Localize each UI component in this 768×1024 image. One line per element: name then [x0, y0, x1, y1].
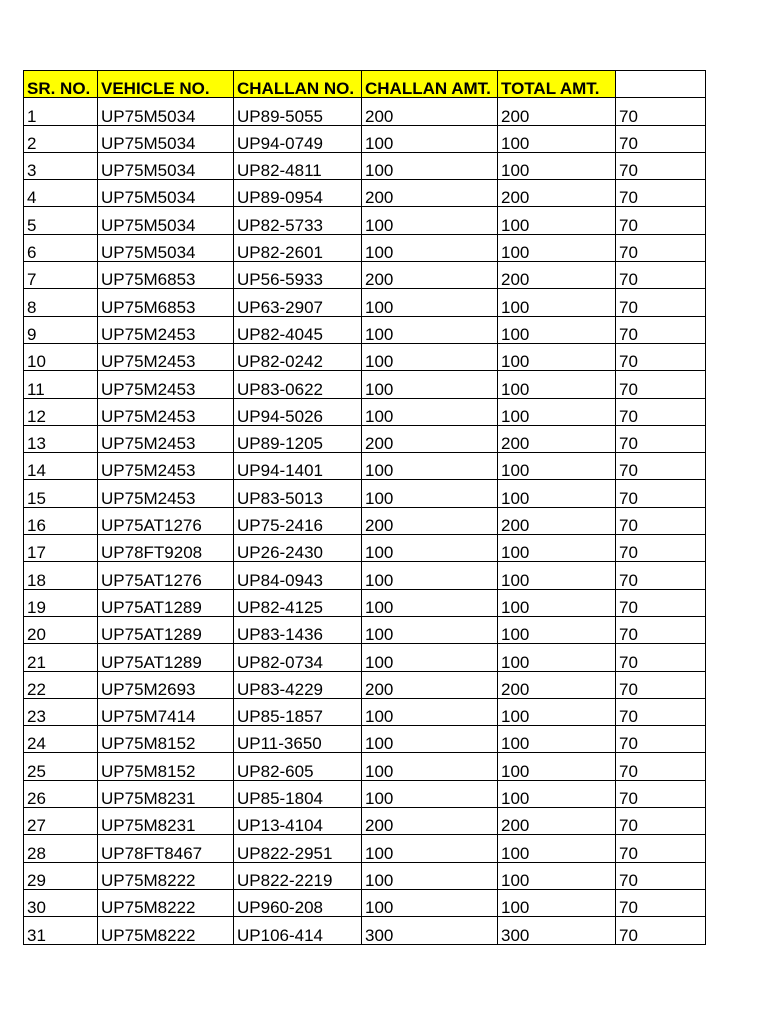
cell-sr-no: 18 [24, 562, 98, 589]
table-row [24, 207, 706, 234]
table-row [24, 262, 706, 289]
cell-vehicle-no: UP75AT1276 [98, 507, 234, 534]
cell-challan-no: UP83-1436 [234, 616, 362, 643]
cell-challan-no: UP82-4125 [234, 589, 362, 616]
table-row [24, 862, 706, 889]
cell-total-amt: 100 [498, 207, 616, 234]
cell-challan-amt: 100 [362, 616, 498, 643]
table-row [24, 234, 706, 261]
table-row [24, 726, 706, 753]
cell-extra: 70 [616, 453, 706, 480]
cell-challan-amt: 100 [362, 234, 498, 261]
table-row [24, 125, 706, 152]
cell-challan-no: UP82-0734 [234, 644, 362, 671]
cell-challan-no: UP85-1804 [234, 780, 362, 807]
table-row [24, 316, 706, 343]
cell-vehicle-no: UP75M8222 [98, 917, 234, 944]
cell-challan-amt: 100 [362, 371, 498, 398]
cell-sr-no: 7 [24, 262, 98, 289]
cell-vehicle-no: UP75M2453 [98, 371, 234, 398]
cell-challan-amt: 100 [362, 753, 498, 780]
cell-extra: 70 [616, 507, 706, 534]
table-row [24, 480, 706, 507]
cell-sr-no: 27 [24, 808, 98, 835]
cell-sr-no: 17 [24, 535, 98, 562]
cell-sr-no: 15 [24, 480, 98, 507]
cell-extra: 70 [616, 371, 706, 398]
table-body [24, 98, 706, 944]
cell-total-amt: 100 [498, 726, 616, 753]
cell-extra: 70 [616, 262, 706, 289]
table-row [24, 398, 706, 425]
cell-challan-amt: 100 [362, 343, 498, 370]
cell-sr-no: 2 [24, 125, 98, 152]
cell-vehicle-no: UP75M2453 [98, 398, 234, 425]
cell-challan-no: UP82-0242 [234, 343, 362, 370]
table-row [24, 753, 706, 780]
cell-vehicle-no: UP75M8222 [98, 889, 234, 916]
cell-total-amt: 300 [498, 917, 616, 944]
cell-vehicle-no: UP75M5034 [98, 234, 234, 261]
cell-challan-amt: 200 [362, 180, 498, 207]
table-row [24, 98, 706, 125]
cell-vehicle-no: UP75M5034 [98, 98, 234, 125]
cell-total-amt: 100 [498, 125, 616, 152]
cell-total-amt: 100 [498, 371, 616, 398]
cell-vehicle-no: UP75M8231 [98, 808, 234, 835]
cell-extra: 70 [616, 480, 706, 507]
cell-challan-no: UP84-0943 [234, 562, 362, 589]
cell-extra: 70 [616, 316, 706, 343]
table-row [24, 780, 706, 807]
cell-total-amt: 100 [498, 316, 616, 343]
cell-vehicle-no: UP75M2453 [98, 316, 234, 343]
table-row [24, 616, 706, 643]
table-row [24, 180, 706, 207]
cell-challan-no: UP82-2601 [234, 234, 362, 261]
table-row [24, 589, 706, 616]
cell-challan-amt: 100 [362, 862, 498, 889]
cell-challan-amt: 300 [362, 917, 498, 944]
cell-challan-no: UP83-0622 [234, 371, 362, 398]
cell-sr-no: 24 [24, 726, 98, 753]
cell-challan-no: UP822-2219 [234, 862, 362, 889]
cell-vehicle-no: UP78FT8467 [98, 835, 234, 862]
cell-challan-no: UP85-1857 [234, 698, 362, 725]
header-vehicle-no: VEHICLE NO. [98, 71, 234, 98]
cell-challan-amt: 100 [362, 698, 498, 725]
cell-challan-amt: 100 [362, 289, 498, 316]
cell-extra: 70 [616, 698, 706, 725]
cell-challan-amt: 100 [362, 562, 498, 589]
cell-sr-no: 4 [24, 180, 98, 207]
cell-sr-no: 20 [24, 616, 98, 643]
cell-extra: 70 [616, 425, 706, 452]
cell-challan-no: UP89-1205 [234, 425, 362, 452]
cell-challan-no: UP960-208 [234, 889, 362, 916]
cell-challan-amt: 100 [362, 480, 498, 507]
cell-challan-no: UP63-2907 [234, 289, 362, 316]
table-row [24, 835, 706, 862]
cell-vehicle-no: UP75M5034 [98, 180, 234, 207]
cell-total-amt: 100 [498, 343, 616, 370]
cell-vehicle-no: UP75AT1289 [98, 644, 234, 671]
cell-extra: 70 [616, 889, 706, 916]
cell-extra: 70 [616, 917, 706, 944]
cell-total-amt: 100 [498, 289, 616, 316]
cell-vehicle-no: UP75M5034 [98, 125, 234, 152]
cell-challan-no: UP82-605 [234, 753, 362, 780]
cell-total-amt: 100 [498, 889, 616, 916]
cell-vehicle-no: UP75M8152 [98, 726, 234, 753]
cell-vehicle-no: UP75M8152 [98, 753, 234, 780]
cell-total-amt: 200 [498, 808, 616, 835]
cell-extra: 70 [616, 616, 706, 643]
cell-challan-no: UP56-5933 [234, 262, 362, 289]
cell-total-amt: 100 [498, 453, 616, 480]
cell-extra: 70 [616, 98, 706, 125]
table-row [24, 562, 706, 589]
cell-vehicle-no: UP75AT1276 [98, 562, 234, 589]
cell-sr-no: 21 [24, 644, 98, 671]
cell-challan-no: UP106-414 [234, 917, 362, 944]
cell-sr-no: 16 [24, 507, 98, 534]
table-row [24, 808, 706, 835]
cell-extra: 70 [616, 535, 706, 562]
cell-extra: 70 [616, 780, 706, 807]
cell-extra: 70 [616, 589, 706, 616]
cell-total-amt: 100 [498, 152, 616, 179]
cell-extra: 70 [616, 343, 706, 370]
table-row [24, 507, 706, 534]
cell-vehicle-no: UP75M5034 [98, 152, 234, 179]
cell-extra: 70 [616, 180, 706, 207]
header-challan-no: CHALLAN NO. [234, 71, 362, 98]
cell-extra: 70 [616, 289, 706, 316]
cell-challan-amt: 100 [362, 889, 498, 916]
cell-total-amt: 100 [498, 535, 616, 562]
header-row [24, 71, 706, 98]
cell-total-amt: 100 [498, 753, 616, 780]
cell-extra: 70 [616, 671, 706, 698]
table-row [24, 671, 706, 698]
cell-challan-amt: 200 [362, 262, 498, 289]
cell-total-amt: 100 [498, 698, 616, 725]
cell-sr-no: 5 [24, 207, 98, 234]
cell-sr-no: 22 [24, 671, 98, 698]
table-row [24, 371, 706, 398]
cell-sr-no: 23 [24, 698, 98, 725]
cell-total-amt: 100 [498, 780, 616, 807]
cell-sr-no: 28 [24, 835, 98, 862]
cell-sr-no: 13 [24, 425, 98, 452]
table-row [24, 889, 706, 916]
cell-challan-amt: 100 [362, 316, 498, 343]
table-row [24, 698, 706, 725]
cell-vehicle-no: UP75M8222 [98, 862, 234, 889]
cell-vehicle-no: UP75M7414 [98, 698, 234, 725]
cell-vehicle-no: UP75M6853 [98, 289, 234, 316]
cell-vehicle-no: UP75M2453 [98, 343, 234, 370]
cell-sr-no: 1 [24, 98, 98, 125]
cell-challan-no: UP13-4104 [234, 808, 362, 835]
table-row [24, 425, 706, 452]
cell-challan-amt: 200 [362, 671, 498, 698]
header-blank [616, 71, 706, 98]
cell-challan-no: UP94-1401 [234, 453, 362, 480]
cell-total-amt: 200 [498, 671, 616, 698]
cell-challan-amt: 100 [362, 398, 498, 425]
cell-sr-no: 30 [24, 889, 98, 916]
cell-challan-no: UP75-2416 [234, 507, 362, 534]
header-challan-amt: CHALLAN AMT. [362, 71, 498, 98]
cell-total-amt: 200 [498, 98, 616, 125]
cell-challan-amt: 100 [362, 726, 498, 753]
cell-sr-no: 19 [24, 589, 98, 616]
header-total-amt: TOTAL AMT. [498, 71, 616, 98]
cell-challan-no: UP82-5733 [234, 207, 362, 234]
cell-extra: 70 [616, 726, 706, 753]
cell-challan-no: UP83-5013 [234, 480, 362, 507]
cell-challan-no: UP89-0954 [234, 180, 362, 207]
cell-total-amt: 100 [498, 589, 616, 616]
cell-challan-amt: 200 [362, 507, 498, 534]
cell-total-amt: 200 [498, 262, 616, 289]
cell-vehicle-no: UP75M2453 [98, 425, 234, 452]
cell-extra: 70 [616, 398, 706, 425]
cell-extra: 70 [616, 644, 706, 671]
cell-vehicle-no: UP75M6853 [98, 262, 234, 289]
cell-total-amt: 100 [498, 644, 616, 671]
table-header [24, 71, 706, 98]
table-row [24, 289, 706, 316]
cell-sr-no: 9 [24, 316, 98, 343]
cell-total-amt: 100 [498, 234, 616, 261]
header-sr-no: SR. NO. [24, 71, 98, 98]
challan-table [23, 70, 706, 945]
cell-challan-amt: 100 [362, 152, 498, 179]
cell-challan-no: UP89-5055 [234, 98, 362, 125]
cell-challan-no: UP822-2951 [234, 835, 362, 862]
table-row [24, 453, 706, 480]
cell-challan-no: UP94-0749 [234, 125, 362, 152]
cell-challan-no: UP82-4811 [234, 152, 362, 179]
cell-sr-no: 29 [24, 862, 98, 889]
cell-challan-no: UP11-3650 [234, 726, 362, 753]
cell-total-amt: 100 [498, 562, 616, 589]
cell-challan-amt: 100 [362, 589, 498, 616]
cell-total-amt: 100 [498, 398, 616, 425]
cell-challan-no: UP83-4229 [234, 671, 362, 698]
cell-sr-no: 26 [24, 780, 98, 807]
cell-vehicle-no: UP75M8231 [98, 780, 234, 807]
cell-extra: 70 [616, 207, 706, 234]
cell-sr-no: 3 [24, 152, 98, 179]
cell-challan-amt: 100 [362, 453, 498, 480]
cell-extra: 70 [616, 862, 706, 889]
cell-sr-no: 11 [24, 371, 98, 398]
cell-vehicle-no: UP78FT9208 [98, 535, 234, 562]
cell-sr-no: 25 [24, 753, 98, 780]
cell-sr-no: 31 [24, 917, 98, 944]
table-row [24, 644, 706, 671]
cell-challan-amt: 100 [362, 644, 498, 671]
cell-challan-amt: 200 [362, 98, 498, 125]
cell-extra: 70 [616, 152, 706, 179]
cell-challan-no: UP82-4045 [234, 316, 362, 343]
cell-vehicle-no: UP75M2693 [98, 671, 234, 698]
cell-total-amt: 200 [498, 425, 616, 452]
cell-sr-no: 10 [24, 343, 98, 370]
cell-challan-no: UP94-5026 [234, 398, 362, 425]
cell-total-amt: 100 [498, 616, 616, 643]
cell-vehicle-no: UP75M2453 [98, 453, 234, 480]
cell-sr-no: 14 [24, 453, 98, 480]
cell-extra: 70 [616, 562, 706, 589]
cell-total-amt: 200 [498, 180, 616, 207]
cell-challan-amt: 200 [362, 808, 498, 835]
table-row [24, 917, 706, 944]
cell-vehicle-no: UP75M5034 [98, 207, 234, 234]
cell-vehicle-no: UP75AT1289 [98, 589, 234, 616]
table-row [24, 152, 706, 179]
cell-total-amt: 100 [498, 835, 616, 862]
cell-sr-no: 6 [24, 234, 98, 261]
cell-sr-no: 12 [24, 398, 98, 425]
cell-challan-amt: 100 [362, 125, 498, 152]
cell-challan-amt: 100 [362, 207, 498, 234]
cell-total-amt: 100 [498, 862, 616, 889]
cell-vehicle-no: UP75M2453 [98, 480, 234, 507]
table-row [24, 535, 706, 562]
cell-total-amt: 200 [498, 507, 616, 534]
table-row [24, 343, 706, 370]
cell-sr-no: 8 [24, 289, 98, 316]
cell-extra: 70 [616, 125, 706, 152]
cell-extra: 70 [616, 808, 706, 835]
cell-extra: 70 [616, 753, 706, 780]
cell-total-amt: 100 [498, 480, 616, 507]
cell-challan-amt: 100 [362, 835, 498, 862]
cell-extra: 70 [616, 234, 706, 261]
cell-challan-amt: 100 [362, 780, 498, 807]
cell-vehicle-no: UP75AT1289 [98, 616, 234, 643]
cell-challan-amt: 100 [362, 535, 498, 562]
cell-challan-amt: 200 [362, 425, 498, 452]
cell-challan-no: UP26-2430 [234, 535, 362, 562]
cell-extra: 70 [616, 835, 706, 862]
